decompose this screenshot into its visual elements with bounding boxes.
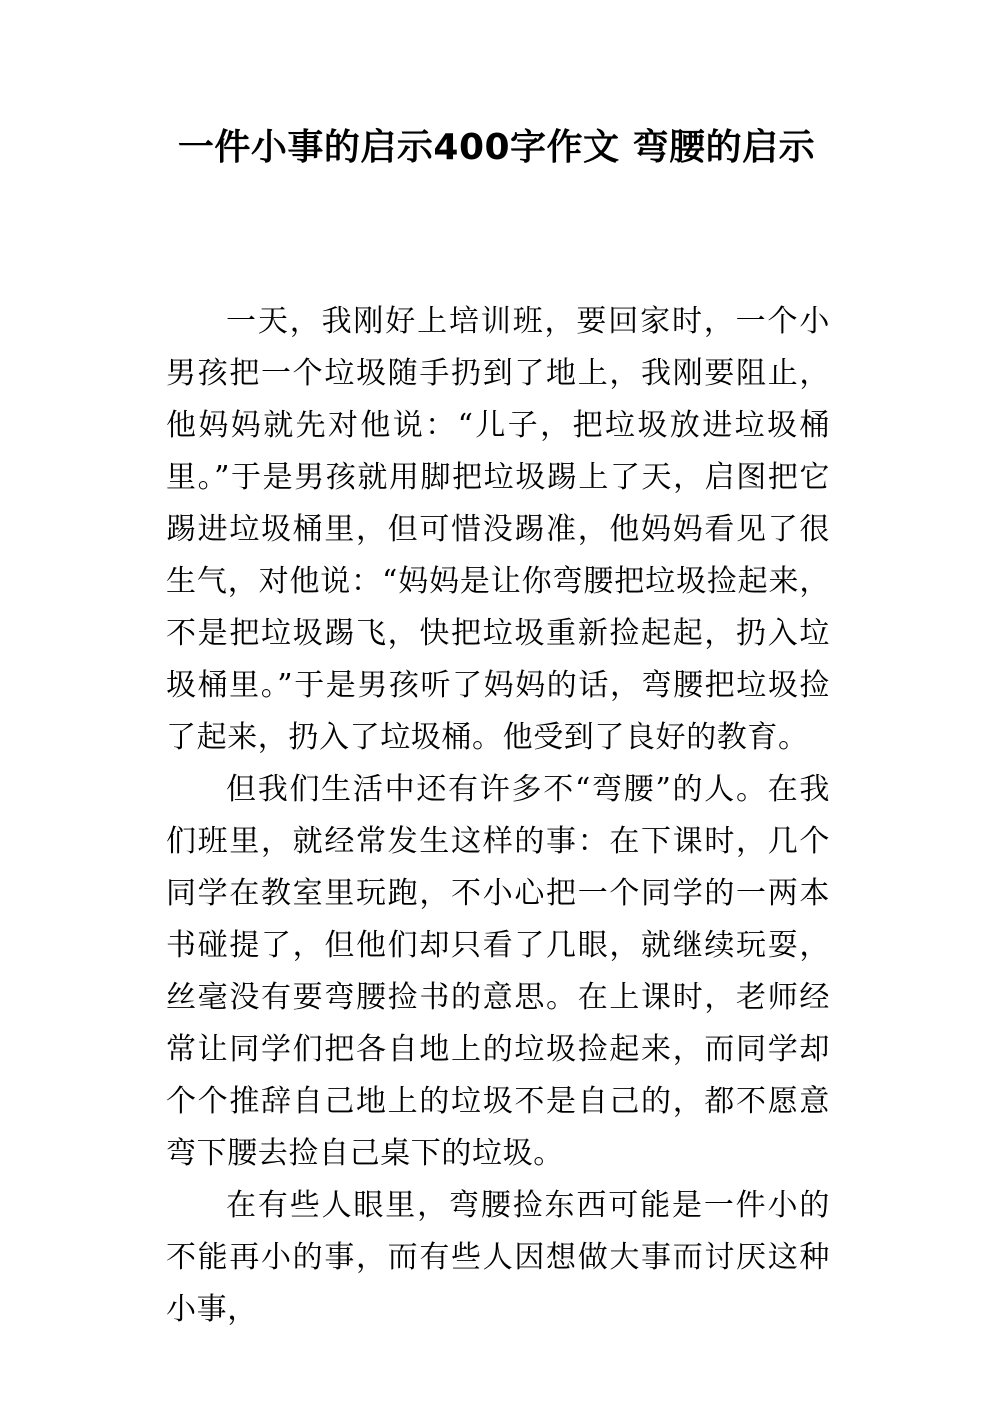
document-body (166, 296, 830, 1336)
paragraph-2: 但我们生活中还有许多不“弯腰”的人。在我们班里，就经常发生这样的事：在下课时，几个同学在教室里玩跑，不小心把一个同学的一两本书碰提了，但他们却只看了几眼，就继续玩耍，丝毫没有要弯腰捡书的意思。在上课时，老师经常让同学们把各自地上的垃圾捡起来，而同学却个个推辞自己地上的垃圾不是自己的，都不愿意弯下腰去捡自己桌下的垃圾。 (166, 772, 830, 1171)
document-title: 一件小事的启示400字作文 弯腰的启示 (177, 127, 816, 168)
paragraph-3: 在有些人眼里，弯腰捡东西可能是一件小的不能再小的事，而有些人因想做大事而讨厌这种小事， (166, 1188, 830, 1327)
paragraph-1: 一天，我刚好上培训班，要回家时，一个小男孩把一个垃圾随手扔到了地上，我刚要阻止，他妈妈就先对他说：“儿子，把垃圾放进垃圾桶里。”于是男孩就用脚把垃圾踢上了天，启图把它踢进垃圾桶里，但可惜没踢准，他妈妈看见了很生气，对他说：“妈妈是让你弯腰把垃圾捡起来，不是把垃圾踢飞，快把垃圾重新捡起起，扔入垃圾桶里。”于是男孩听了妈妈的话，弯腰把垃圾捡了起来，扔入了垃圾桶。他受到了良好的教育。 (166, 304, 830, 755)
